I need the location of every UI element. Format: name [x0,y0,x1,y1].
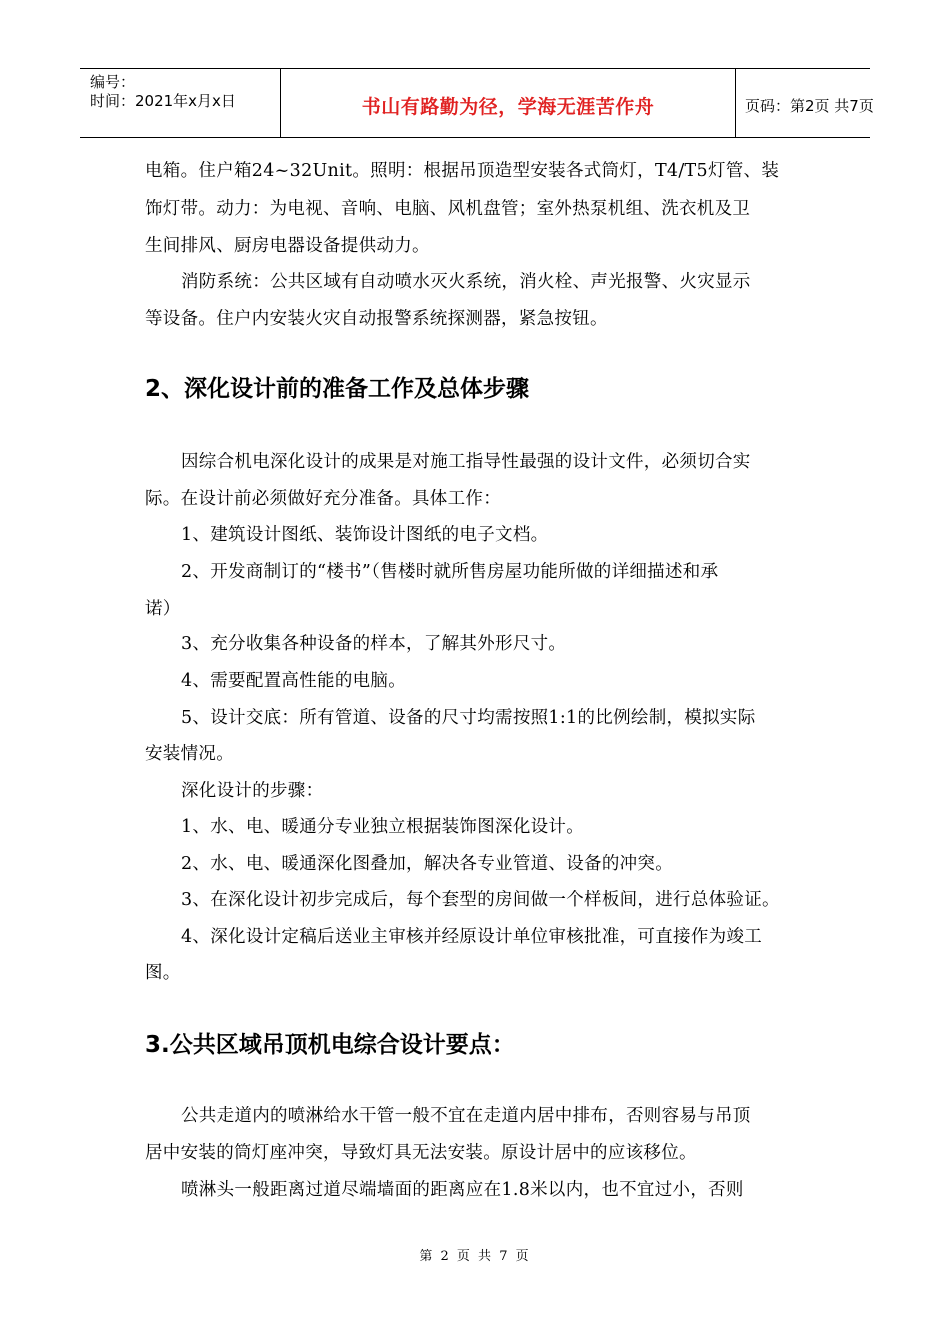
list-item-continued: 图。 [145,963,181,983]
section-heading: 2、深化设计前的准备工作及总体步骤 [145,376,530,402]
paragraph-line: 等设备。住户内安装火灾自动报警系统探测器，紧急按钮。 [145,309,608,329]
list-item: 5、设计交底：所有管道、设备的尺寸均需按照1:1的比例绘制，模拟实际 [181,708,756,728]
header-meta-cell [80,69,280,137]
list-item: 1、水、电、暖通分专业独立根据装饰图深化设计。 [181,817,585,837]
list-item: 2、水、电、暖通深化图叠加，解决各专业管道、设备的冲突。 [181,854,674,874]
paragraph-line: 消防系统：公共区域有自动喷水灭火系统，消火栓、声光报警、火灾显示 [181,272,751,292]
section-heading: 3.公共区域吊顶机电综合设计要点： [145,1032,515,1058]
list-item: 3、充分收集各种设备的样本，了解其外形尺寸。 [181,634,567,654]
page-footer: 第 2 页 共 7 页 [419,1249,531,1264]
document-number-label: 编号： [90,73,136,91]
paragraph-line: 公共走道内的喷淋给水干管一般不宜在走道内居中排布，否则容易与吊顶 [181,1106,751,1126]
list-item: 3、在深化设计初步完成后，每个套型的房间做一个样板间，进行总体验证。 [181,890,780,910]
list-item: 1、建筑设计图纸、装饰设计图纸的电子文档。 [181,525,549,545]
list-item-continued: 诺） [145,599,181,619]
paragraph-line: 电箱。住户箱24~32Unit。照明：根据吊顶造型安装各式筒灯，T4/T5灯管、装 [145,161,780,181]
list-item: 2、开发商制订的“楼书”（售楼时就所售房屋功能所做的详细描述和承 [181,562,719,582]
header-motto: 书山有路勤为径，学海无涯苦作舟 [361,95,655,118]
header-page-code: 页码：第2页 共7页 [745,96,874,115]
list-item-continued: 安装情况。 [145,744,234,764]
paragraph-line: 因综合机电深化设计的成果是对施工指导性最强的设计文件，必须切合实 [181,452,751,472]
paragraph-line: 生间排风、厨房电器设备提供动力。 [145,236,430,256]
paragraph-line: 居中安装的筒灯座冲突，导致灯具无法安装。原设计居中的应该移位。 [145,1143,697,1163]
paragraph-line: 饰灯带。动力：为电视、音响、电脑、风机盘管；室外热泵机组、洗衣机及卫 [145,199,751,219]
document-date: 时间：2021年x月x日 [90,92,236,110]
steps-title: 深化设计的步骤： [181,781,324,801]
paragraph-line: 喷淋头一般距离过道尽端墙面的距离应在1.8米以内，也不宜过小，否则 [181,1180,744,1200]
list-item: 4、需要配置高性能的电脑。 [181,671,407,691]
list-item: 4、深化设计定稿后送业主审核并经原设计单位审核批准，可直接作为竣工 [181,927,763,947]
page-header [80,68,874,138]
header-motto-cell [280,69,736,137]
header-page-cell [735,69,874,137]
paragraph-line: 际。在设计前必须做好充分准备。具体工作： [145,489,501,509]
